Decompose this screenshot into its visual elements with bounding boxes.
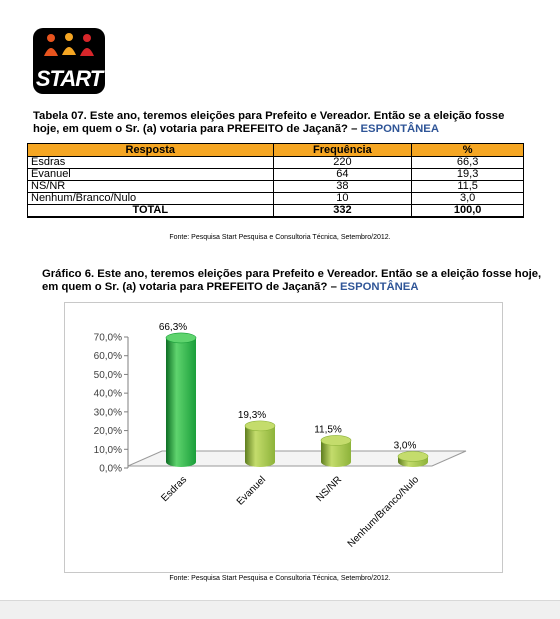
bar-top <box>321 435 351 445</box>
table-row <box>28 157 524 169</box>
cell-resposta: Nenhum/Branco/Nulo <box>28 193 274 205</box>
table-total-row <box>28 205 524 218</box>
header-frequencia: Frequência <box>273 144 412 157</box>
table-row <box>28 169 524 181</box>
cell-frequencia: 10 <box>273 193 412 205</box>
bar-top <box>398 451 428 461</box>
results-table <box>27 143 524 218</box>
cell-frequencia: 64 <box>273 169 412 181</box>
cell-resposta: Esdras <box>28 157 274 169</box>
table-source: Fonte: Pesquisa Start Pesquisa e Consultoria Técnica, Setembro/2012. <box>169 234 391 241</box>
table-header-row <box>28 144 524 157</box>
total-label: TOTAL <box>28 205 274 218</box>
x-tick-label: Evanuel <box>234 474 269 508</box>
chart-title-tag: ESPONTÂNEA <box>340 281 419 293</box>
start-logo <box>33 28 105 94</box>
x-tick-label: Esdras <box>159 474 190 505</box>
data-label: 11,5% <box>314 424 342 436</box>
y-tick-label: 40,0% <box>93 388 122 400</box>
cell-resposta: Evanuel <box>28 169 274 181</box>
bar-body <box>245 426 275 467</box>
bar-top <box>166 333 196 343</box>
y-tick-label: 30,0% <box>93 407 122 419</box>
cell-frequencia: 220 <box>273 157 412 169</box>
data-label: 66,3% <box>158 321 188 333</box>
logo-figures-icon <box>33 28 105 68</box>
header-percent: % <box>412 144 524 157</box>
x-tick-label: Nenhum/Branco/Nulo <box>345 474 422 550</box>
x-tick-label: NS/NR <box>314 474 345 505</box>
chart-source: Fonte: Pesquisa Start Pesquisa e Consultoria Técnica, Setembro/2012. <box>169 575 391 582</box>
bar-top <box>245 421 275 431</box>
cell-percent: 3,0 <box>412 193 524 205</box>
cell-percent: 11,5 <box>412 181 524 193</box>
table-title <box>33 110 533 136</box>
y-tick-label: 20,0% <box>93 426 122 438</box>
y-tick-label: 0,0% <box>99 463 122 475</box>
header-resposta: Resposta <box>28 144 274 157</box>
chart-title <box>42 268 542 294</box>
data-label: 3,0% <box>393 440 417 452</box>
y-tick-label: 70,0% <box>93 332 122 344</box>
table-row <box>28 193 524 205</box>
bar-chart <box>64 302 501 571</box>
cell-percent: 66,3 <box>412 157 524 169</box>
y-tick-label: 10,0% <box>93 444 122 456</box>
page-footer-strip <box>0 600 560 619</box>
cell-percent: 19,3 <box>412 169 524 181</box>
data-label: 19,3% <box>237 409 267 421</box>
y-tick-label: 50,0% <box>93 369 122 381</box>
bar-body <box>166 338 196 467</box>
chart-title-text: Gráfico 6. Este ano, teremos eleições para Prefeito e Vereador. Então se a eleição fosse hoje, em quem o Sr. (a) votaria para PREFEITO de Jaçanã? – <box>42 268 542 293</box>
y-tick-label: 60,0% <box>93 351 122 363</box>
table-title-tag: ESPONTÂNEA <box>360 123 439 135</box>
logo-text: START <box>35 66 103 91</box>
table-title-text: Tabela 07. Este ano, teremos eleições para Prefeito e Vereador. Então se a eleição fosse hoje, em quem o Sr. (a) votaria para PREFEITO de Jaçanã? – <box>33 110 505 135</box>
table-row <box>28 181 524 193</box>
total-percent: 100,0 <box>412 205 524 218</box>
cell-resposta: NS/NR <box>28 181 274 193</box>
cell-frequencia: 38 <box>273 181 412 193</box>
total-frequencia: 332 <box>273 205 412 218</box>
